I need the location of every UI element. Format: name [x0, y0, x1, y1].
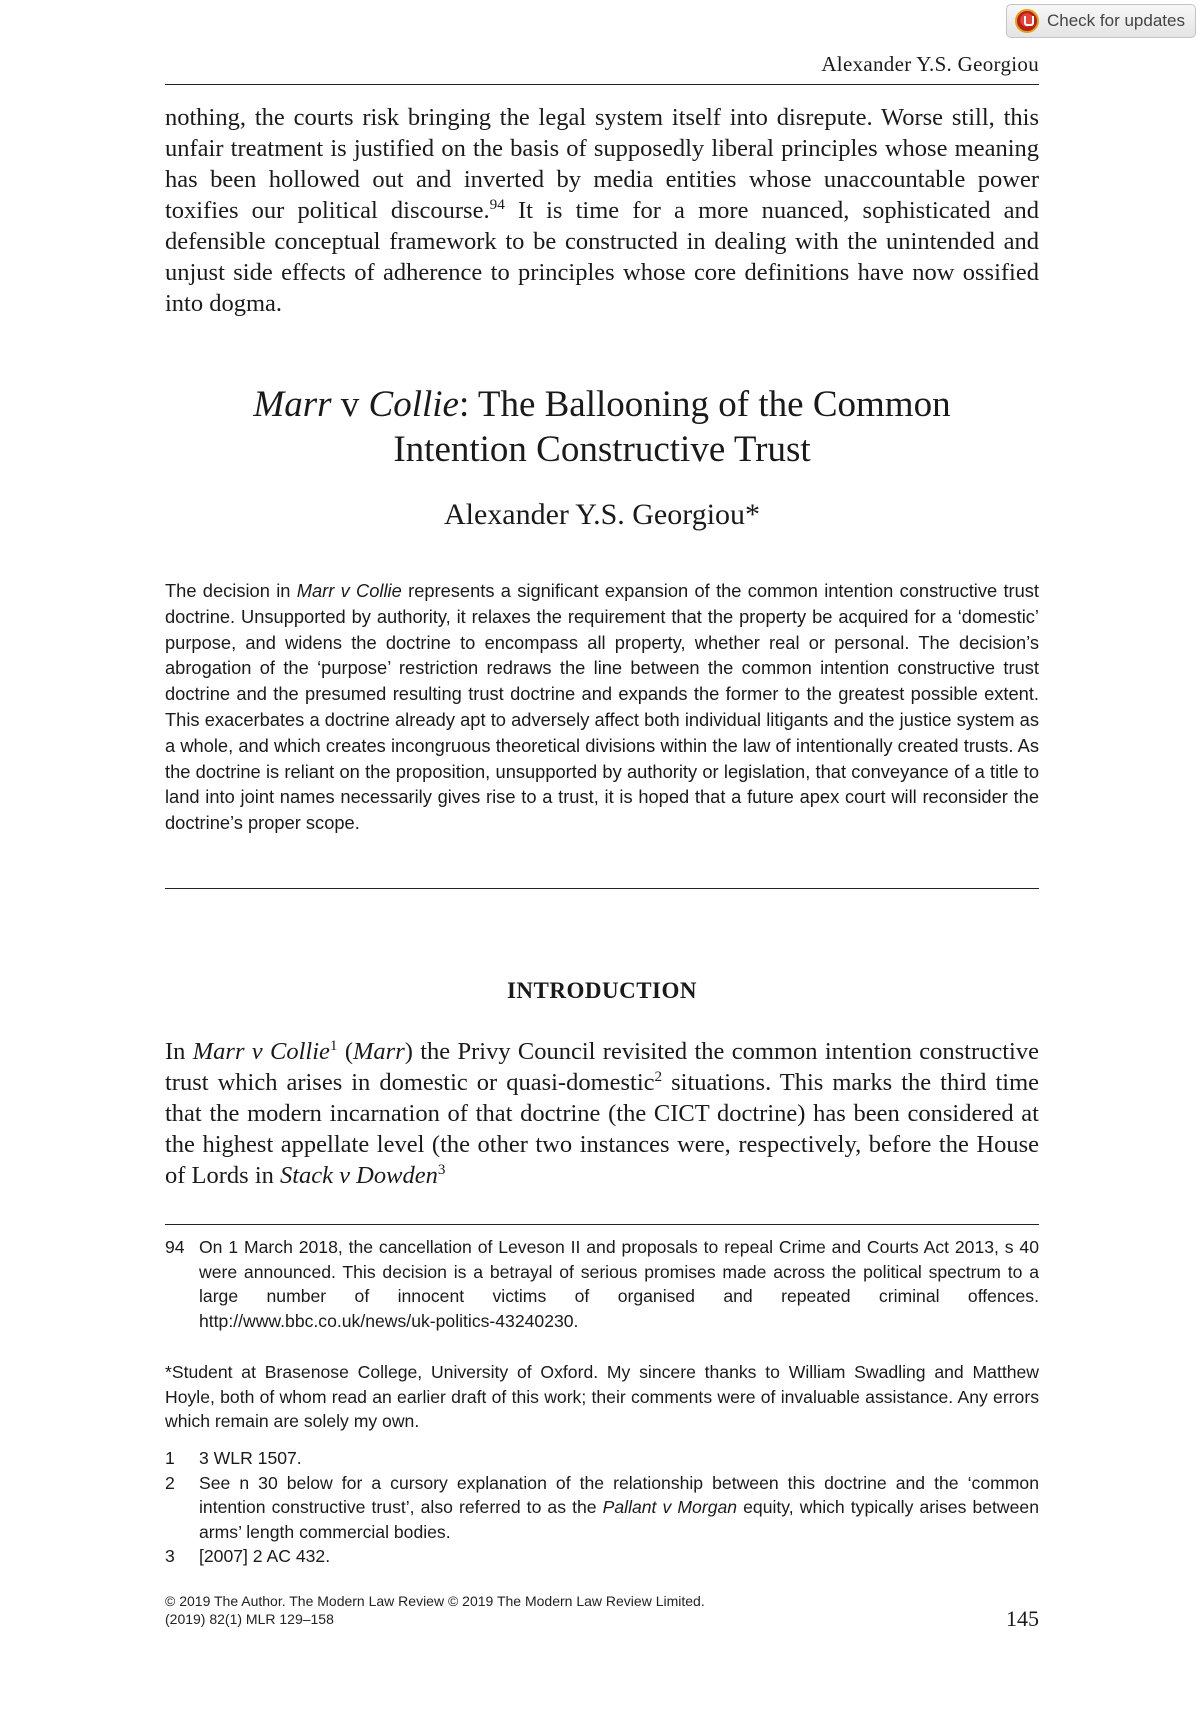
footnote-ref-94[interactable]: 94 [489, 195, 505, 213]
case-name: Marr v Collie [192, 1038, 330, 1065]
footnote-number: 1 [165, 1448, 175, 1468]
abstract-rule [165, 888, 1039, 889]
footnote-text: 3 WLR 1507. [199, 1448, 302, 1468]
footnote-1 [165, 1446, 1039, 1471]
running-head: Alexander Y.S. Georgiou [821, 52, 1039, 76]
footnote-number: 2 [165, 1472, 175, 1493]
check-for-updates-button[interactable] [1006, 4, 1196, 38]
title-versus: v [331, 384, 369, 425]
footnote-3 [165, 1544, 1039, 1569]
footnote-case-name: Pallant v Morgan [602, 1497, 738, 1517]
paragraph-text: In [165, 1038, 193, 1065]
case-name: Stack v Dowden [280, 1162, 438, 1189]
footnote-ref-3[interactable]: 3 [437, 1160, 446, 1178]
footnote-ref-1[interactable]: 1 [329, 1036, 338, 1054]
footnote-text-part: equity, which typically arises between arms’ length commercial bodies. [199, 1497, 1039, 1542]
paragraph-text: nothing, the courts risk bringing the legal system itself into disrepute. Worse still, this unfair treatment is justified on the basis of supposedly liberal principles whose meaning has been hollowed out and inverted by media entities whose unaccountable power toxifies our political discourse. [165, 104, 1039, 224]
footnote-94 [165, 1235, 1039, 1333]
title-text: : The Ballooning of the Common [458, 384, 951, 425]
page-number: 145 [1006, 1606, 1039, 1631]
abstract-case-name: Marr v Collie [296, 580, 402, 601]
title-text: Intention Constructive Trust [393, 429, 811, 470]
check-for-updates-label: Check for updates [1047, 11, 1185, 30]
footnote-list [165, 1446, 1039, 1569]
page-footer [165, 1592, 1039, 1628]
paragraph-text: It is time for a more nuanced, sophisticated and defensible conceptual framework to be constructed in dealing with the unintended and unjust side effects of adherence to principles whose core definitions have now ossified into dogma. [165, 197, 1039, 317]
footnote-text: On 1 March 2018, the cancellation of Leveson II and proposals to repeal Crime and Courts Act 2013, s 40 were announced. This decision is a betrayal of serious promises made across the political spectrum to a large number of innocent victims of organised and repeated criminal offences. http://www.bbc.co.uk/news/uk-politics-43240230. [199, 1237, 1039, 1331]
article-author: Alexander Y.S. Georgiou* [443, 498, 761, 531]
footnote-2 [165, 1471, 1039, 1545]
abstract [165, 578, 1039, 836]
copyright-line: © 2019 The Author. The Modern Law Review © 2019 The Modern Law Review Limited. [165, 1593, 705, 1609]
footnote-number: 3 [165, 1546, 175, 1566]
header-rule [165, 84, 1039, 85]
paragraph-text: ) the Privy Council revisited the common intention constructive trust which arises in domestic or quasi-domestic [165, 1038, 1039, 1096]
footnote-text: [2007] 2 AC 432. [199, 1546, 331, 1566]
section-heading: INTRODUCTION [506, 978, 698, 1003]
paragraph-text: ( [337, 1038, 353, 1065]
abstract-text: The decision in [165, 580, 297, 601]
author-footnote: *Student at Brasenose College, University of Oxford. My sincere thanks to William Swadling and Matthew Hoyle, both of whom read an earlier draft of this work; their comments were of invaluable assistance. Any errors which remain are solely my own. [165, 1362, 1039, 1431]
article-title [165, 382, 1039, 472]
footnote-rule [165, 1224, 1039, 1225]
footnote-text-part: See n 30 below for a cursory explanation of the relationship between this doctrine and the ‘common intention constructive trust’, also referred to as the [199, 1472, 1039, 1517]
title-case-name: Marr [253, 384, 332, 425]
crossmark-icon [1015, 9, 1039, 33]
continued-paragraph [165, 102, 1039, 319]
footnote-text [199, 1471, 1039, 1545]
title-case-name: Collie [368, 384, 459, 425]
footnote-ref-2[interactable]: 2 [654, 1067, 663, 1085]
intro-paragraph [165, 1036, 1039, 1191]
footnote-number: 94 [165, 1237, 185, 1257]
paragraph-text: situations. This marks the third time that the modern incarnation of that doctrine (the CICT doctrine) has been considered at the highest appellate level (the other two instances were, respectively, before the House of Lords in [165, 1069, 1039, 1189]
citation-line: (2019) 82(1) MLR 129–158 [165, 1611, 334, 1627]
abstract-text: represents a significant expansion of the common intention constructive trust doctrine. Unsupported by authority, it relaxes the requirement that the property be acquired for a ‘domestic’ purpose, and widens the doctrine to encompass all property, whether real or personal. The decision’s abrogation of the ‘purpose’ restriction redraws the line between the common intention constructive trust doctrine and the presumed resulting trust doctrine and expands the former to the greatest possible extent. This exacerbates a doctrine already apt to adversely affect both individual litigants and the justice system as a whole, and which creates incongruous theoretical divisions within the law of intentionally created trusts. As the doctrine is reliant on the proposition, unsupported by authority or legislation, that conveyance of a title to land into joint names necessarily gives rise to a trust, it is hoped that a future apex court will reconsider the doctrine’s proper scope. [165, 580, 1040, 834]
case-name: Marr [353, 1038, 405, 1065]
